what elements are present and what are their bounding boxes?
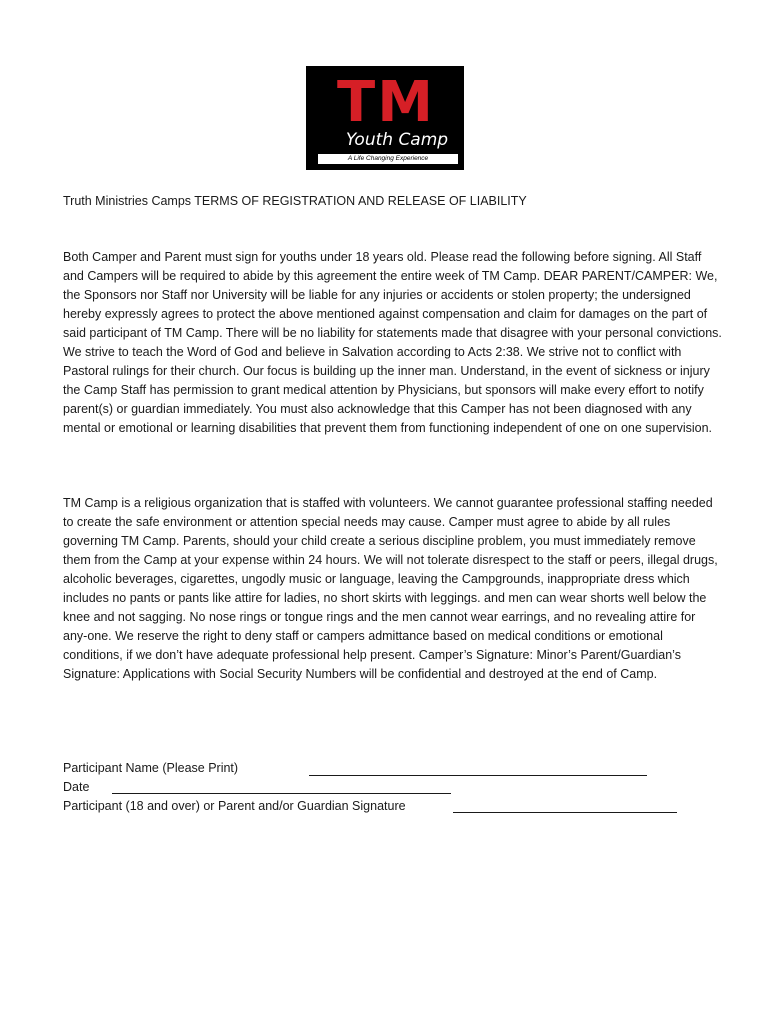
logo-main-text: TM [337,70,435,135]
document-title: Truth Ministries Camps TERMS OF REGISTRATION AND RELEASE OF LIABILITY [63,194,527,208]
date-field[interactable] [112,793,451,794]
participant-name-label: Participant Name (Please Print) [63,761,239,775]
terms-paragraph-2: TM Camp is a religious organization that is staffed with volunteers. We cannot guarantee professional staffing needed to create the safe environment or attention special needs may cause. Camper must agree to abide by all rules governing TM Camp. Parents, should your child create a serious discipline problem, you must immediately remove them from the Camp at your expense within 24 hours. We will not tolerate disrespect to the staff or peers, illegal drugs, alcoholic beverages, cigarettes, ungodly music or language, leaving the Campgrounds, inappropriate dress which includes no pants or pants like attire for ladies, no short skirts with leggings. and men can wear shorts well below the knee and not sagging. No nose rings or tongue rings and the men cannot wear earrings, and no revealing attire for any-one. We reserve the right to deny staff or campers admittance based on medical conditions or emotional conditions, if we don’t have adequate professional help present. Camper’s Signature: Minor’s Parent/Guardian’s Signature: Applications with Social Security Numbers will be confidential and destroyed at the end of Camp. [63,496,718,681]
signature-field[interactable] [453,812,677,813]
camp-logo [306,66,464,170]
date-label: Date [63,780,90,794]
terms-paragraph-1: Both Camper and Parent must sign for youths under 18 years old. Please read the following before signing. All Staff and Campers will be required to abide by this agreement the entire week of TM Camp. DEAR PARENT/CAMPER: We, the Sponsors nor Staff nor University will be liable for any injuries or accidents or stolen property; the undersigned hereby expressly agrees to protect the above mentioned against compensation and claim for damages on the part of said participant of TM Camp. There will be no liability for statements made that disagree with your personal convictions. We strive to teach the Word of God and believe in Salvation according to Acts 2:38. We strive not to conflict with Pastoral rulings for their church. Our focus is building up the inner man. Understand, in the event of sickness or injury the Camp Staff has permission to grant medical attention by Physicians, but sponsors will make every effort to notify parent(s) or guardian immediately. You must also acknowledge that this Camper has not been diagnosed with any mental or emotional or learning disabilities that prevent them from functioning independent of one on one supervision. [63,250,722,435]
logo-sub-text: Youth Camp [345,130,449,150]
logo-tagline: A Life Changing Experience [318,154,458,164]
participant-name-field[interactable] [309,775,647,776]
signature-label: Participant (18 and over) or Parent and/or Guardian Signature [63,799,406,813]
